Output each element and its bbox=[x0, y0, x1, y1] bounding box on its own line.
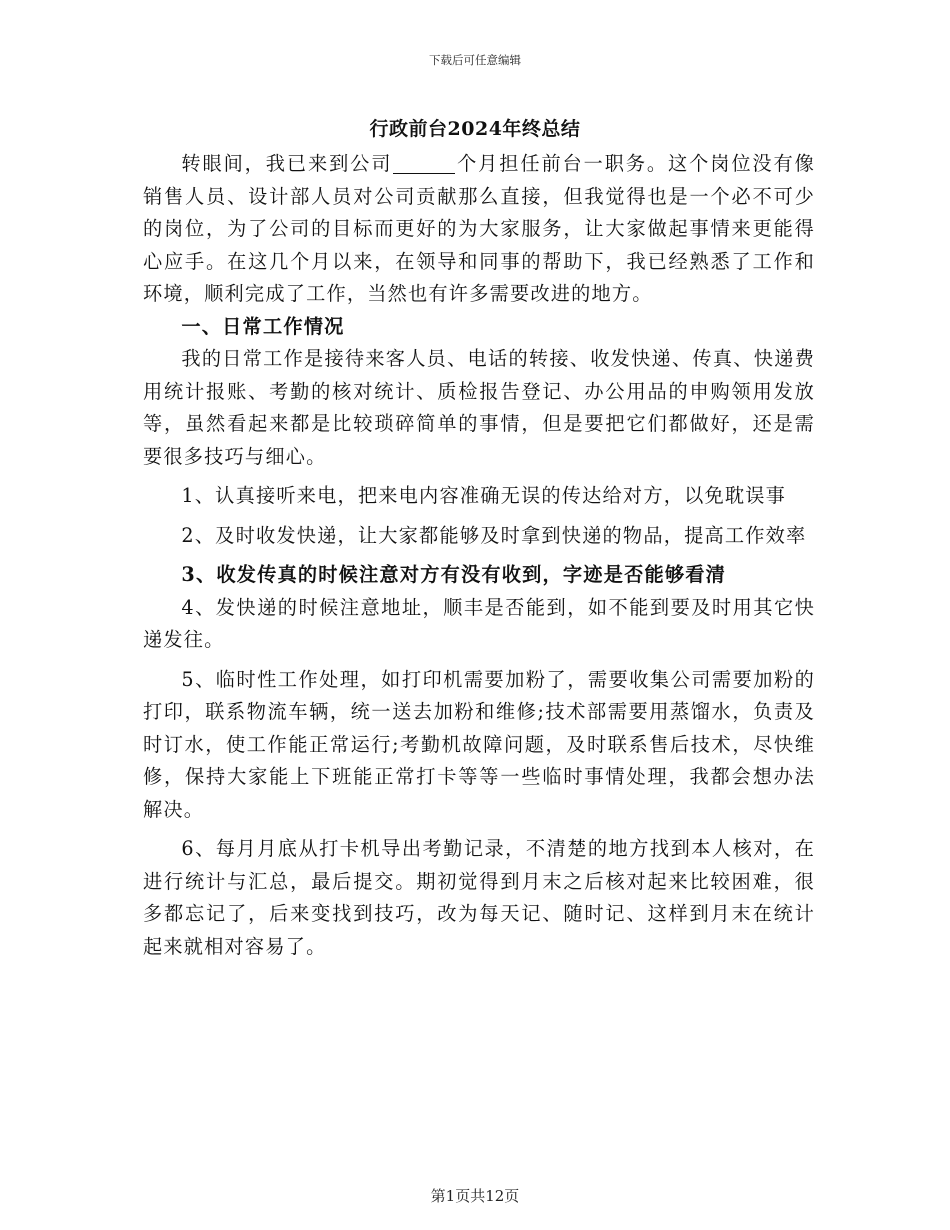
list-item-3: 3、收发传真的时候注意对方有没有收到，字迹是否能够看清 bbox=[181, 563, 727, 586]
section-intro-paragraph: 我的日常工作是接待来客人员、电话的转接、收发快递、传真、快递费用统计报账、考勤的核对统计、质检报告登记、办公用品的申购领用发放等，虽然看起来都是比较琐碎简单的事情，但是要把它们都做好，还是需要很多技巧与细心。 bbox=[143, 347, 815, 468]
section-heading: 一、日常工作情况 bbox=[181, 314, 345, 338]
page-footer: 第1页共12页 bbox=[430, 1187, 520, 1205]
document-title: 行政前台2024年终总结 bbox=[369, 118, 581, 140]
document-body bbox=[143, 148, 815, 963]
list-item-2: 2、及时收发快递，让大家都能够及时拿到快递的物品，提高工作效率 bbox=[181, 523, 807, 547]
intro-text-start: 转眼间，我已来到公司 bbox=[181, 152, 393, 175]
header-note: 下载后可任意编辑 bbox=[429, 53, 521, 67]
list-item-6: 6、每月月底从打卡机导出考勤记录，不清楚的地方找到本人核对，在进行统计与汇总，最后提交。期初觉得到月末之后核对起来比较困难，很多都忘记了，后来变找到技巧，改为每天记、随时记、这样到月末在统计起来就相对容易了。 bbox=[143, 837, 815, 958]
list-item-5: 5、临时性工作处理，如打印机需要加粉了，需要收集公司需要加粉的打印，联系物流车辆，统一送去加粉和维修;技术部需要用蒸馏水，负责及时订水，使工作能正常运行;考勤机故障问题，及时联系售后技术，尽快维修，保持大家能上下班能正常打卡等等一些临时事情处理，我都会想办法解决。 bbox=[143, 667, 815, 821]
fill-in-blank bbox=[393, 153, 455, 174]
list-item-4: 4、发快递的时候注意地址，顺丰是否能到，如不能到要及时用其它快递发往。 bbox=[143, 595, 815, 651]
intro-paragraph bbox=[143, 148, 815, 311]
list-item-1: 1、认真接听来电，把来电内容准确无误的传达给对方，以免耽误事 bbox=[181, 484, 787, 507]
intro-text-end: 个月担任前台一职务。这个岗位没有像销售人员、设计部人员对公司贡献那么直接，但我觉得也是一个必不可少的岗位，为了公司的目标而更好的为大家服务，让大家做起事情来更能得心应手。在这几个月以来，在领导和同事的帮助下，我已经熟悉了工作和环境，顺利完成了工作，当然也有许多需要改进的地方。 bbox=[143, 152, 815, 305]
